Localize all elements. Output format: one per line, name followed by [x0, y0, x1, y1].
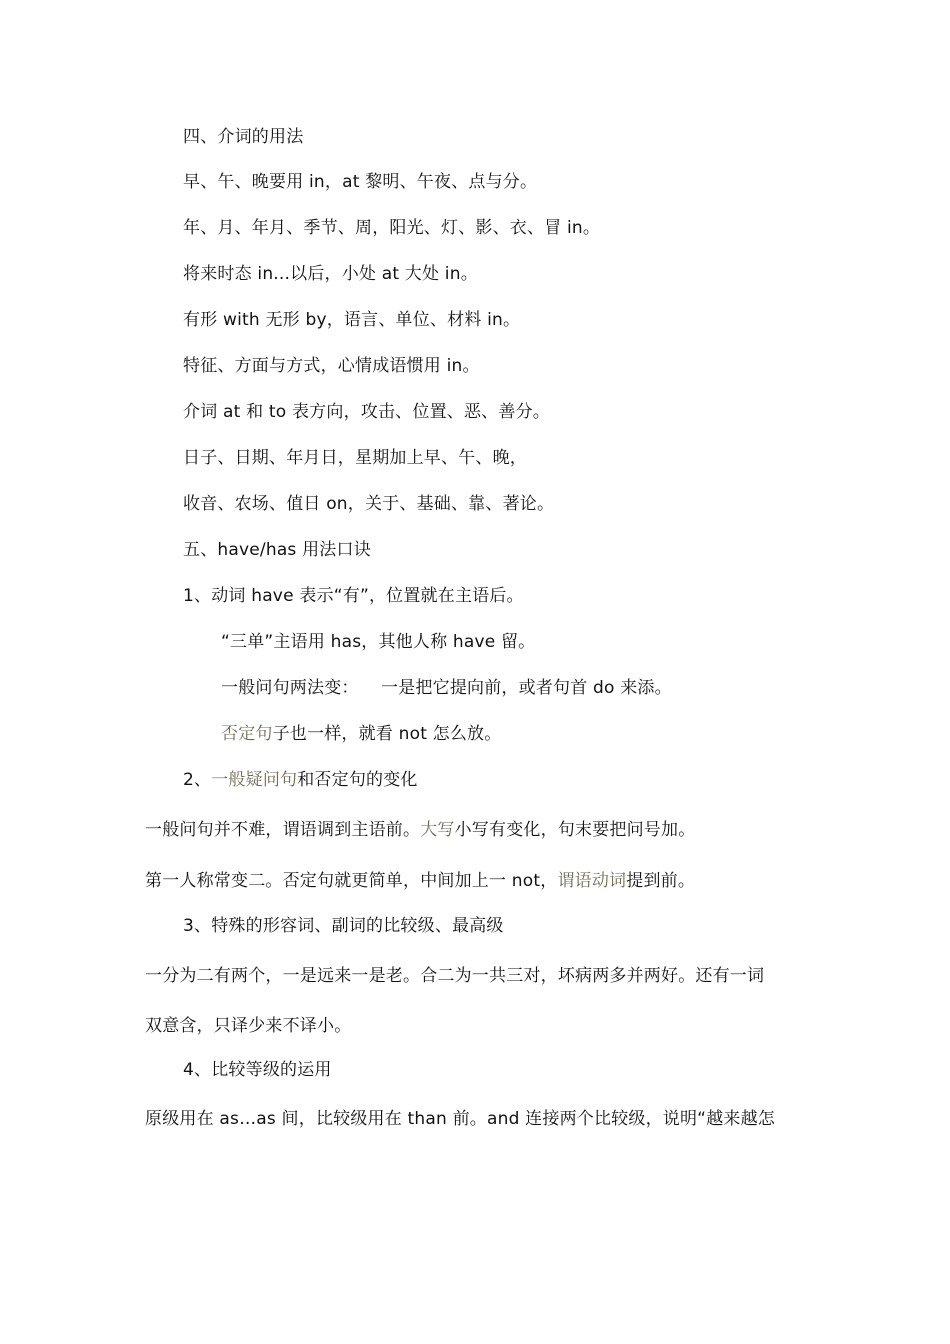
text-segment: 和否定句的变化 — [297, 770, 418, 790]
text-line: 介词 at 和 to 表方向，攻击、位置、恶、善分。 — [183, 402, 550, 422]
text-line: 1、动词 have 表示“有”，位置就在主语后。 — [183, 586, 524, 606]
subheading-comparatives: 3、特殊的形容词、副词的比较级、最高级 — [183, 916, 504, 936]
text-line: 将来时态 in...以后，小处 at 大处 in。 — [183, 264, 478, 284]
text-line: 特征、方面与方式，心情成语惯用 in。 — [183, 356, 480, 376]
link-text-general-question: 一般疑问句 — [211, 770, 298, 790]
text-line: 日子、日期、年月日，星期加上早、午、晚， — [183, 448, 527, 468]
text-segment: 2、 — [183, 770, 212, 790]
text-line: 有形 with 无形 by，语言、单位、材料 in。 — [183, 310, 521, 330]
subheading-comparison-usage: 4、比较等级的运用 — [183, 1060, 332, 1080]
section-heading-prepositions: 四、介词的用法 — [183, 127, 304, 147]
text-line: 双意含，只译少来不译小。 — [145, 1016, 352, 1036]
section-heading-have-has: 五、have/has 用法口诀 — [183, 540, 371, 560]
text-line: 早、午、晚要用 in，at 黎明、午夜、点与分。 — [183, 172, 538, 192]
link-text-negative-sentence: 否定句 — [221, 724, 273, 744]
text-line — [145, 818, 695, 842]
text-line: 收音、农场、值日 on，关于、基础、靠、著论。 — [183, 494, 555, 514]
text-segment: 小写有变化，句末要把问号加。 — [454, 820, 696, 840]
text-line: “三单”主语用 has，其他人称 have 留。 — [221, 632, 536, 652]
link-text-uppercase: 大写 — [420, 820, 455, 840]
text-line — [221, 722, 501, 746]
text-segment: 提到前。 — [626, 871, 696, 891]
text-line — [145, 869, 695, 893]
text-line: 一般问句两法变： 一是把它提向前，或者句首 do 来添。 — [221, 678, 672, 698]
subheading-question-negative — [183, 768, 418, 792]
text-segment: 一般问句并不难，谓语调到主语前。 — [145, 820, 421, 840]
text-line: 一分为二有两个，一是远来一是老。合二为一共三对，坏病两多并两好。还有一词 — [145, 966, 765, 986]
text-line: 年、月、年月、季节、周，阳光、灯、影、衣、冒 in。 — [183, 218, 601, 238]
text-segment: 子也一样，就看 not 怎么放。 — [272, 724, 502, 744]
text-line: 原级用在 as…as 间，比较级用在 than 前。and 连接两个比较级，说明“越来越怎 — [145, 1109, 775, 1129]
text-segment: 第一人称常变二。否定句就更简单，中间加上一 not， — [145, 871, 558, 891]
link-text-predicate-verb: 谓语动词 — [557, 871, 627, 891]
